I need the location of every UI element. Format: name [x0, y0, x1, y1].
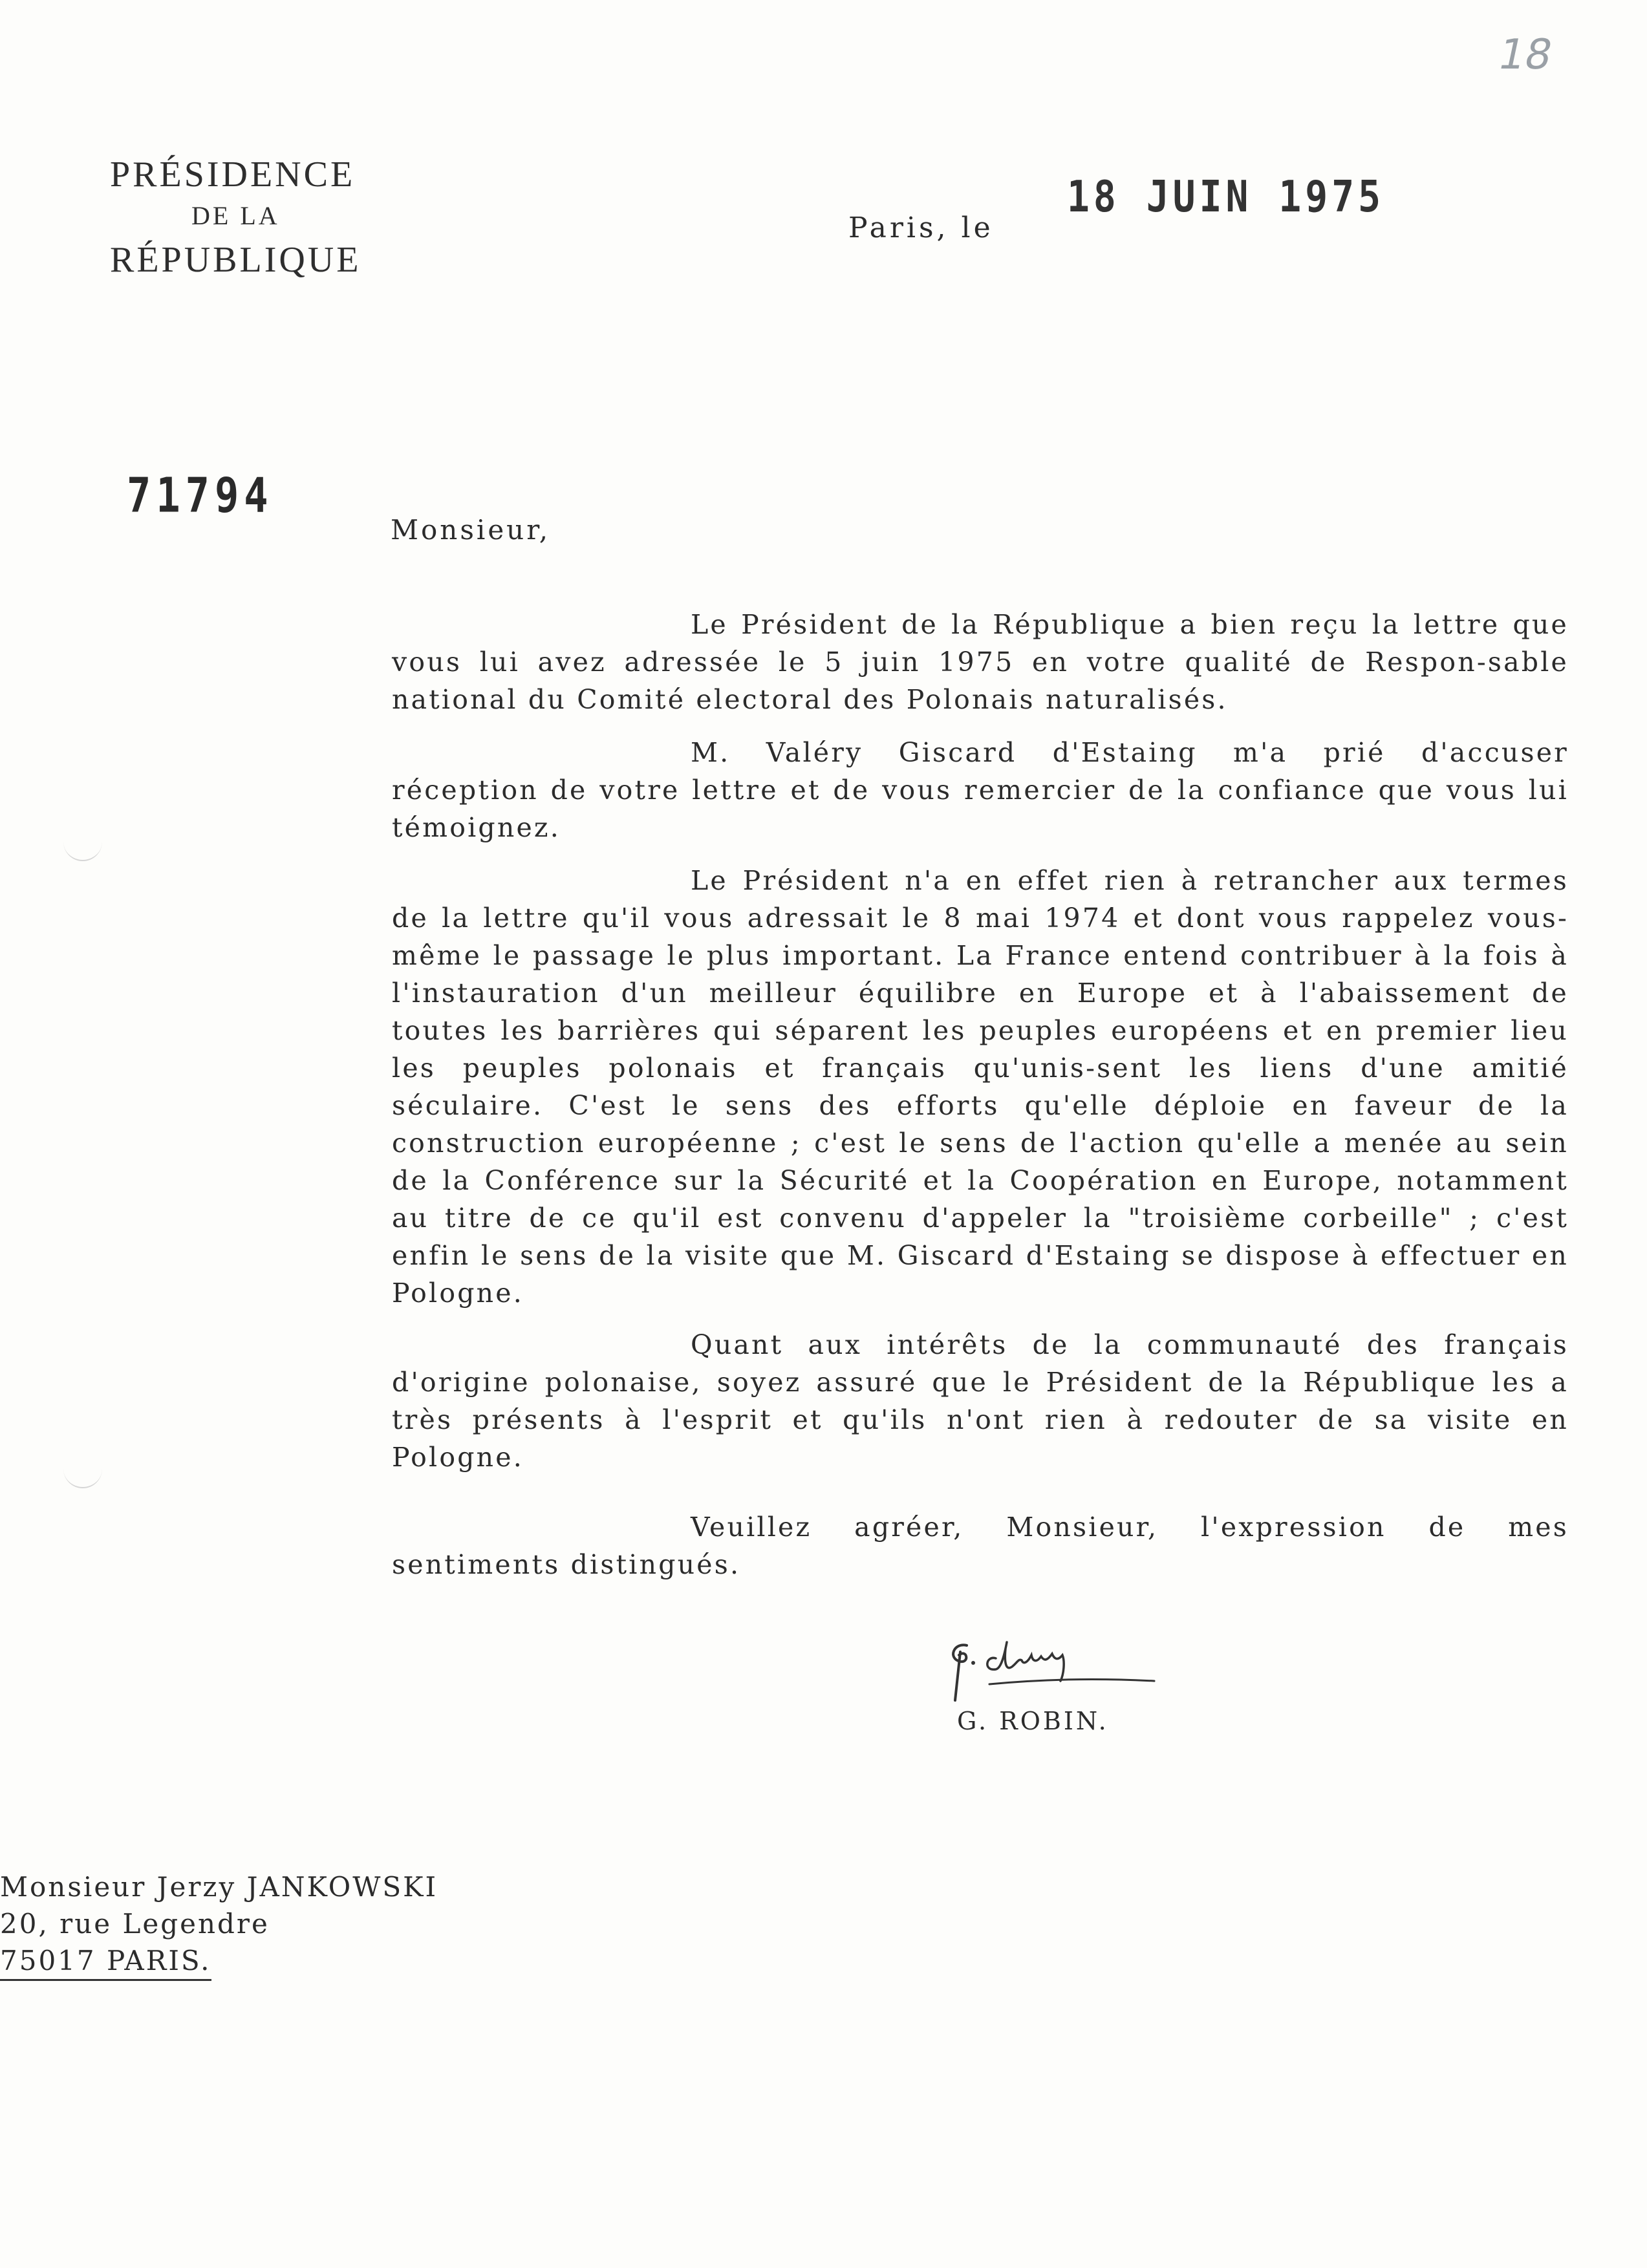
letterhead-line-3: RÉPUBLIQUE	[110, 240, 361, 280]
letterhead-line-1: PRÉSIDENCE	[110, 155, 356, 195]
addressee-name: Monsieur Jerzy JANKOWSKI	[0, 1871, 438, 1903]
paragraph-2-text: M. Valéry Giscard d'Estaing m'a prié d'accuser réception de votre lettre et de vous remercier de la confiance que vous lui témoignez.	[392, 737, 1569, 843]
paragraph-2	[392, 734, 1569, 846]
salutation: Monsieur,	[391, 514, 551, 546]
closing-paragraph-text: Veuillez agréer, Monsieur, l'expression de mes sentiments distingués.	[392, 1512, 1569, 1580]
closing-paragraph	[392, 1508, 1569, 1583]
paragraph-3	[392, 862, 1569, 1312]
punch-hole-mark	[63, 1461, 102, 1488]
page-number: 18	[1494, 31, 1557, 79]
addressee-street: 20, rue Legendre	[0, 1908, 270, 1940]
reference-number: 71794	[127, 467, 274, 524]
letterhead-line-2: DE LA	[191, 201, 280, 230]
dateline-place: Paris, le	[848, 211, 994, 244]
signatory-name: G. ROBIN.	[957, 1707, 1109, 1735]
date-stamp: 18 JUIN 1975	[1067, 171, 1385, 222]
paragraph-1	[392, 606, 1569, 718]
paragraph-4	[392, 1326, 1569, 1476]
paragraph-3-text: Le Président n'a en effet rien à retrancher aux termes de la lettre qu'il vous adressait le 8 mai 1974 et dont vous rappelez vous-même le passage le plus important. La France entend contribuer à la fois à l'instauration d'un meilleur équilibre en Europe et à l'abaissement de toutes les barrières qui séparent les peuples européens et en premier lieu les peuples polonais et français qu'unis-sent les liens d'une amitié séculaire. C'est le sens des efforts qu'elle déploie en faveur de la construction européenne ; c'est le sens de l'action qu'elle a menée au sein de la Conférence sur la Sécurité et la Coopération en Europe, notamment au titre de ce qu'il est convenu d'appeler la "troisième corbeille" ; c'est enfin le sens de la visite que M. Giscard d'Estaing se dispose à effectuer en Pologne.	[392, 865, 1569, 1309]
punch-hole-mark	[63, 834, 102, 861]
handwritten-signature	[941, 1623, 1161, 1707]
paragraph-1-text: Le Président de la République a bien reçu la lettre que vous lui avez adressée le 5 juin 1975 en votre qualité de Respon-sable national du Comité electoral des Polonais naturalisés.	[392, 609, 1569, 715]
paragraph-4-text: Quant aux intérêts de la communauté des français d'origine polonaise, soyez assuré que le Président de la République les a très présents à l'esprit et qu'ils n'ont rien à redouter de sa visite en Pologne.	[392, 1329, 1569, 1473]
addressee-city: 75017 PARIS.	[0, 1945, 211, 1981]
